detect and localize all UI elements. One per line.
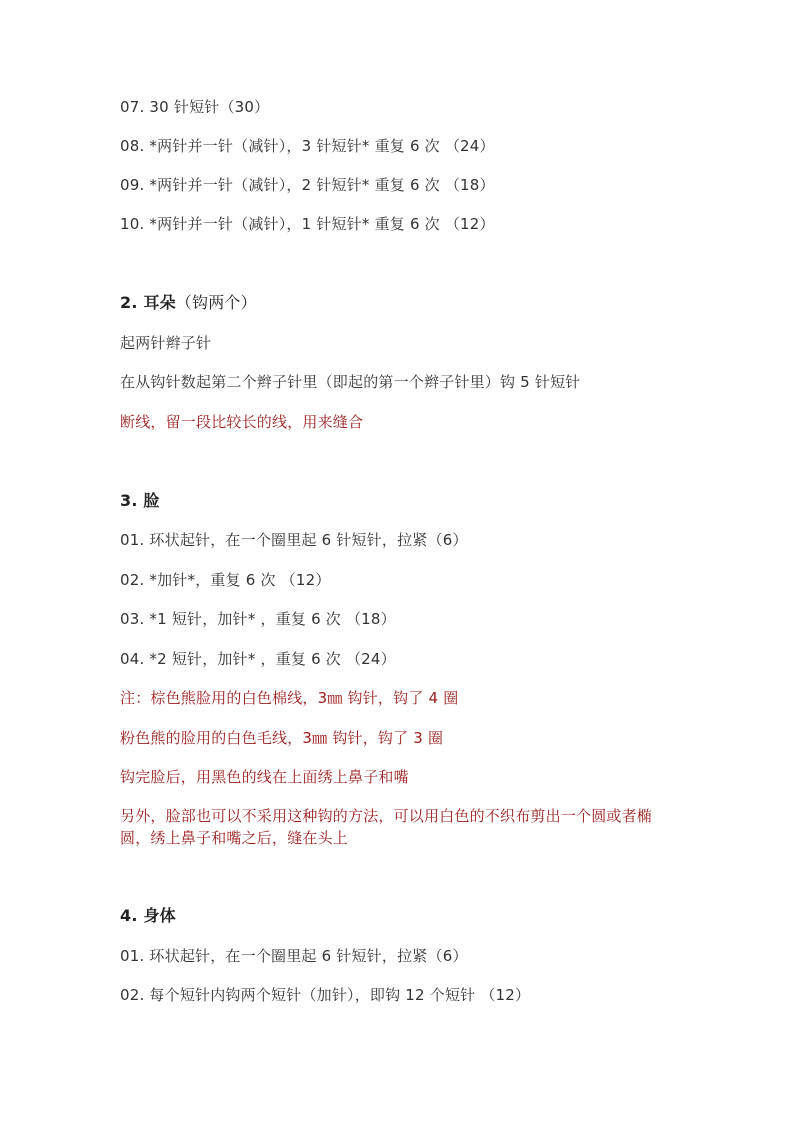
note-line: 钩完脸后，用黑色的线在上面绣上鼻子和嘴	[120, 768, 409, 786]
section-heading-ears	[120, 293, 257, 313]
heading-title: 2. 耳朵	[120, 293, 176, 312]
note-line: 注：棕色熊脸用的白色棉线，3㎜ 钩针，钩了 4 圈	[120, 689, 459, 707]
step-line: 09. *两针并一针（减针），2 针短针* 重复 6 次 （18）	[120, 176, 495, 194]
section-heading-body: 4. 身体	[120, 906, 176, 925]
step-line: 在从钩针数起第二个辫子针里（即起的第一个辫子针里）钩 5 针短针	[120, 373, 581, 391]
step-line: 02. *加针*，重复 6 次 （12）	[120, 571, 331, 589]
step-line: 起两针辫子针	[120, 334, 212, 352]
step-line: 01. 环状起针，在一个圈里起 6 针短针，拉紧（6）	[120, 531, 468, 549]
step-line: 02. 每个短针内钩两个短针（加针），即钩 12 个短针 （12）	[120, 986, 531, 1004]
step-line: 01. 环状起针，在一个圈里起 6 针短针，拉紧（6）	[120, 947, 468, 965]
step-line: 07. 30 针短针（30）	[120, 98, 270, 116]
note-line: 断线，留一段比较长的线，用来缝合	[120, 413, 364, 431]
note-paragraph: 另外，脸部也可以不采用这种钩的方法，可以用白色的不织布剪出一个圆或者椭圆，绣上鼻子和嘴之后，缝在头上	[120, 807, 653, 847]
section-heading-face: 3. 脸	[120, 491, 160, 510]
step-line: 04. *2 短针，加针* ，重复 6 次 （24）	[120, 650, 396, 668]
step-line: 10. *两针并一针（减针），1 针短针* 重复 6 次 （12）	[120, 215, 495, 233]
heading-subtitle: （钩两个）	[175, 293, 257, 312]
step-line: 03. *1 短针，加针* ，重复 6 次 （18）	[120, 610, 396, 628]
note-line: 粉色熊的脸用的白色毛线，3㎜ 钩针，钩了 3 圈	[120, 729, 444, 747]
step-line: 08. *两针并一针（减针），3 针短针* 重复 6 次 （24）	[120, 137, 495, 155]
